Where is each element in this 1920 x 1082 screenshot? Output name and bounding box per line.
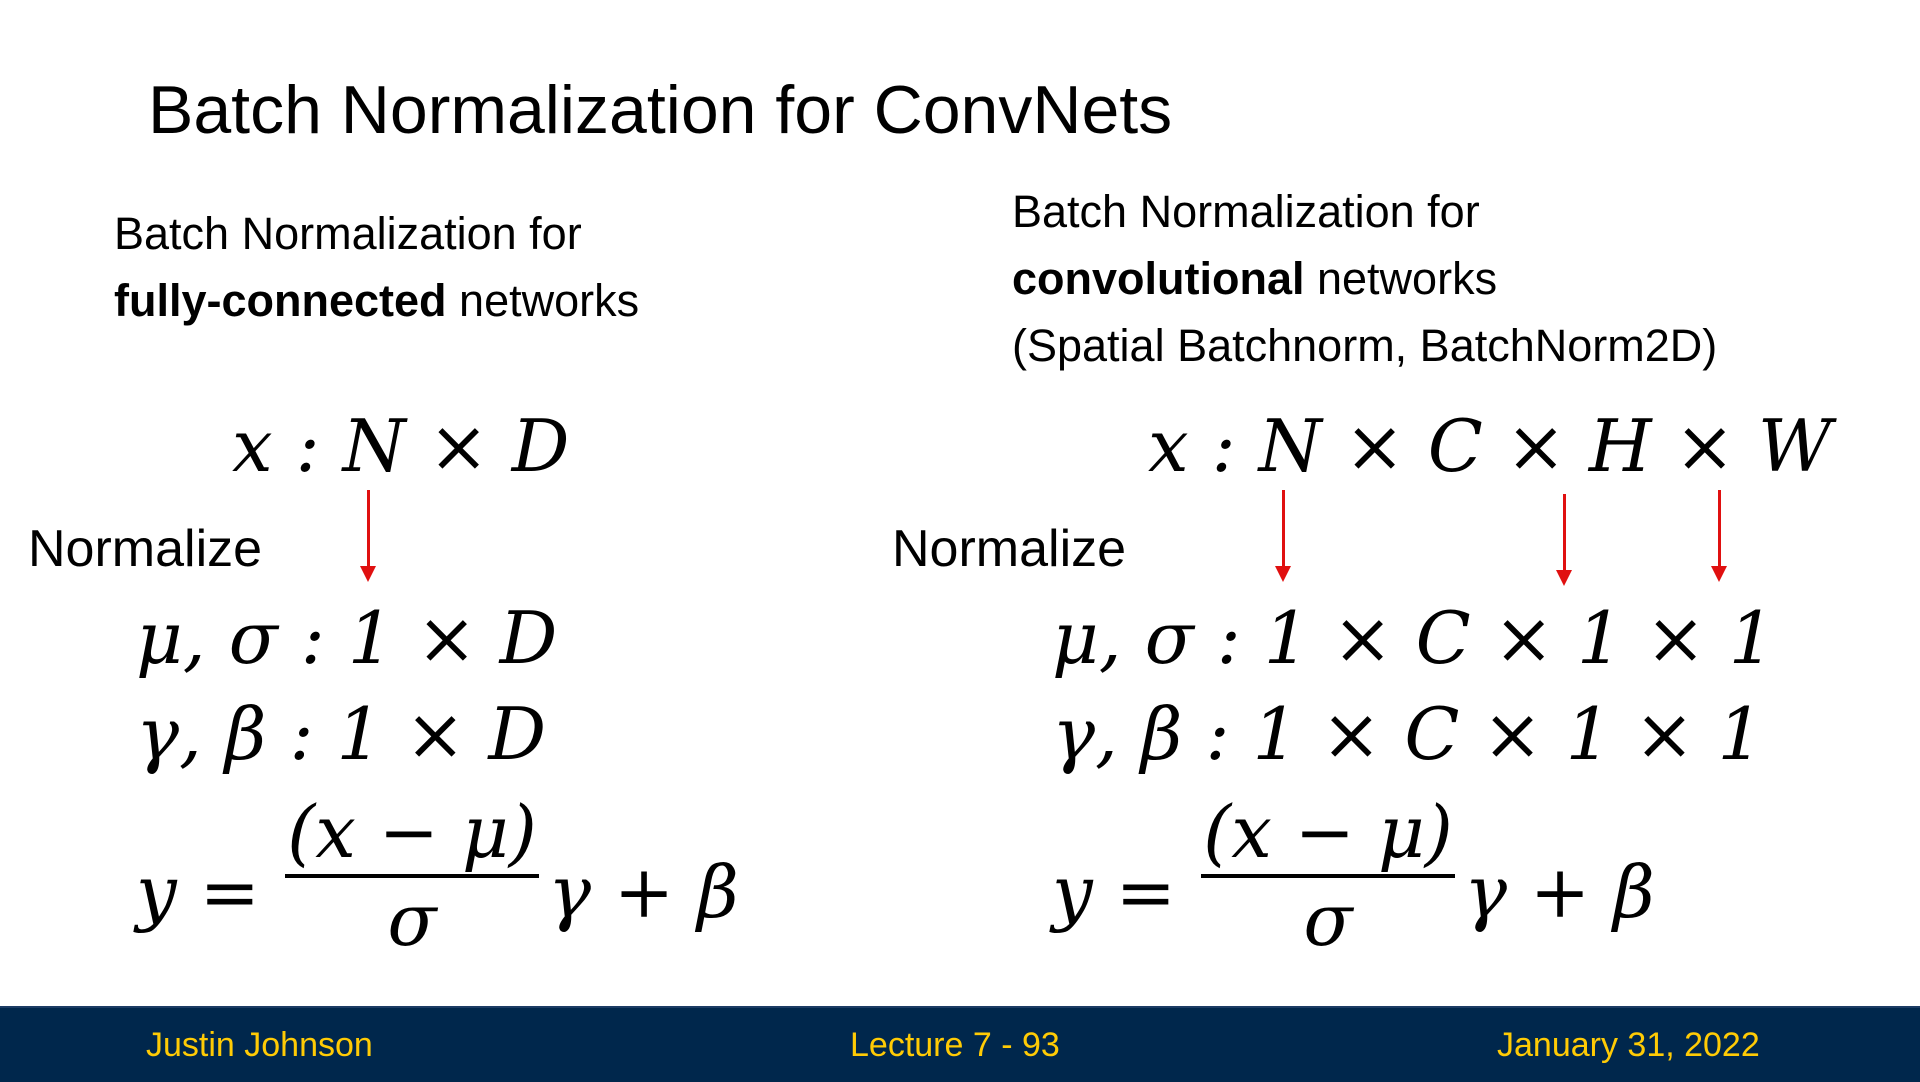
left-mu-sigma: μ, σ : 1 × D [136, 596, 558, 680]
left-heading-rest: networks [446, 275, 640, 326]
right-arrow-w [1718, 490, 1721, 568]
footer-author: Justin Johnson [146, 1026, 373, 1064]
right-eq-numerator: (x − μ) [1203, 790, 1453, 874]
footer-bar [0, 1006, 1920, 1082]
right-heading-line3: (Spatial Batchnorm, BatchNorm2D) [1012, 320, 1718, 371]
left-arrow-d [367, 490, 370, 568]
left-eq-rhs: γ + β [548, 850, 739, 934]
right-heading [1012, 178, 1717, 379]
right-heading-line1: Batch Normalization for [1012, 186, 1480, 237]
right-heading-rest: networks [1304, 253, 1498, 304]
right-normalize-label: Normalize [892, 520, 1127, 578]
footer-lecture: Lecture 7 - 93 [850, 1026, 1060, 1064]
right-heading-bold: convolutional [1012, 253, 1305, 304]
left-input-shape: x : N × D [232, 404, 570, 488]
left-heading-line2 [114, 267, 639, 334]
left-fraction [285, 790, 539, 962]
left-heading-line1: Batch Normalization for [114, 208, 582, 259]
left-eq-numerator: (x − μ) [287, 790, 537, 874]
right-eq-denominator: σ [1303, 878, 1353, 962]
left-eq-lhs: y = [136, 850, 260, 934]
left-gamma-beta: γ, β : 1 × D [136, 692, 547, 776]
right-eq-lhs: y = [1052, 850, 1176, 934]
right-arrow-n [1282, 490, 1285, 568]
footer-date: January 31, 2022 [1497, 1026, 1760, 1064]
right-fraction [1201, 790, 1455, 962]
slide-title: Batch Normalization for ConvNets [148, 72, 1173, 148]
left-normalize-label: Normalize [28, 520, 263, 578]
left-heading-bold: fully-connected [114, 275, 447, 326]
right-mu-sigma: μ, σ : 1 × C × 1 × 1 [1052, 596, 1775, 680]
right-input-shape: x : N × C × H × W [1148, 404, 1832, 488]
right-eq-rhs: γ + β [1464, 850, 1655, 934]
right-arrow-h [1563, 494, 1566, 572]
left-heading [114, 200, 639, 334]
left-eq-denominator: σ [387, 878, 437, 962]
right-gamma-beta: γ, β : 1 × C × 1 × 1 [1052, 692, 1764, 776]
right-heading-line2 [1012, 245, 1717, 312]
